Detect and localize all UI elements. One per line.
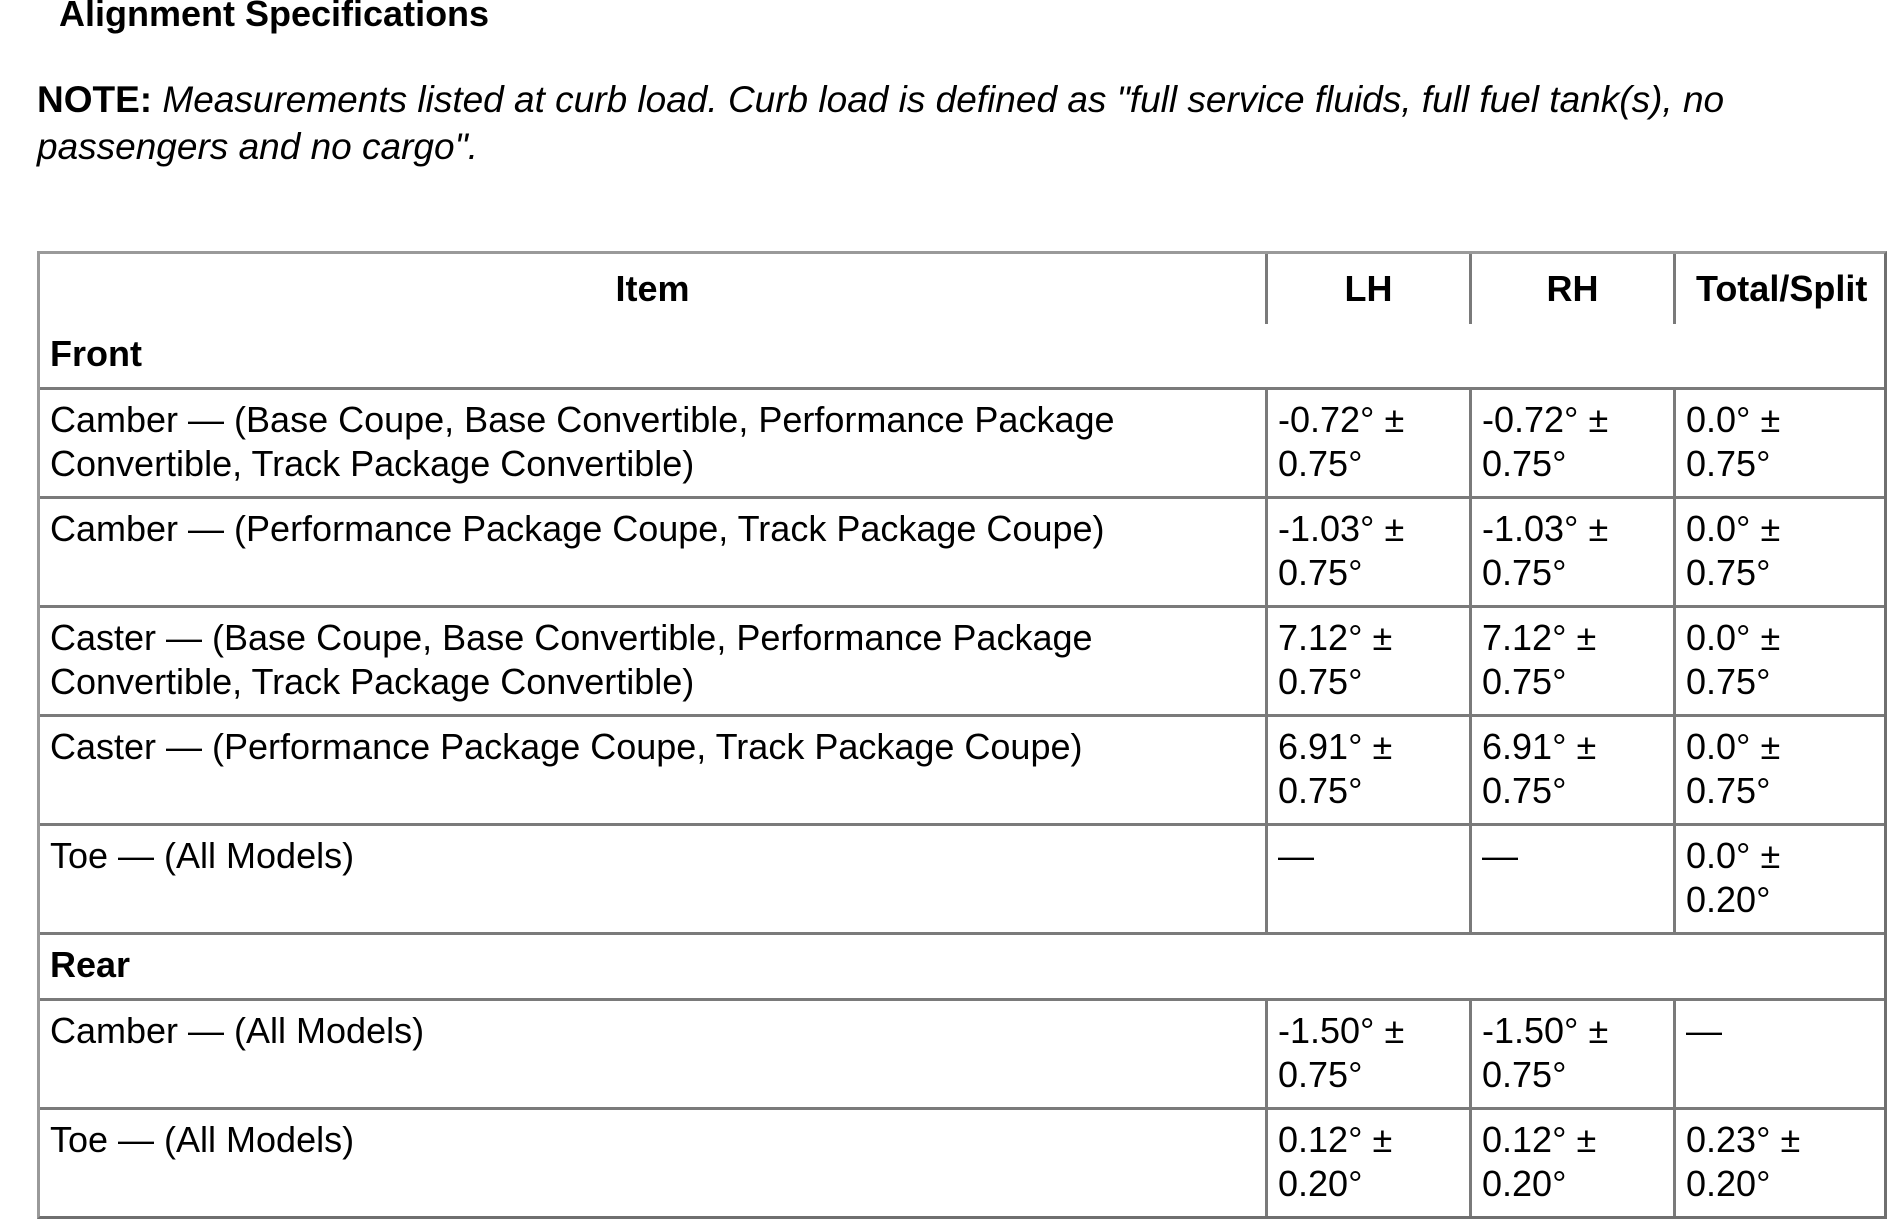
note-paragraph (37, 76, 1837, 170)
cell-total-split: 0.0° ± 0.75° (1676, 499, 1884, 608)
cell-lh: -0.72° ± 0.75° (1268, 390, 1472, 499)
cell-total-split: — (1676, 1001, 1884, 1110)
cell-lh: — (1268, 826, 1472, 935)
note-label: NOTE: (37, 79, 153, 120)
section-row-front (40, 324, 1884, 390)
cell-item: Camber — (Performance Package Coupe, Track Package Coupe) (40, 499, 1268, 608)
cell-lh: -1.50° ± 0.75° (1268, 1001, 1472, 1110)
cell-total-split: 0.0° ± 0.75° (1676, 390, 1884, 499)
table-row (40, 608, 1884, 717)
cell-total-split: 0.23° ± 0.20° (1686, 1119, 1801, 1204)
cell-lh: 6.91° ± 0.75° (1268, 717, 1472, 826)
cell-lh: -1.03° ± 0.75° (1268, 499, 1472, 608)
cell-item: Caster — (Base Coupe, Base Convertible, Performance Package Convertible, Track Package Convertible) (40, 608, 1268, 717)
header-rh: RH (1472, 254, 1676, 324)
table-row (40, 1001, 1884, 1110)
cell-total-split: 0.0° ± 0.75° (1676, 608, 1884, 717)
section-label: Front (40, 324, 1884, 390)
cell-lh: 0.12° ± 0.20° (1268, 1110, 1472, 1216)
cell-rh: — (1472, 826, 1676, 935)
table-row (40, 390, 1884, 499)
header-item: Item (40, 254, 1268, 324)
header-total-split: Total/Split (1696, 268, 1868, 309)
page-title: Alignment Specifications (59, 0, 490, 34)
header-lh: LH (1268, 254, 1472, 324)
cell-total-split: 0.0° ± 0.20° (1676, 826, 1884, 935)
section-row-rear (40, 935, 1884, 1001)
cell-item: Camber — (All Models) (40, 1001, 1268, 1110)
note-text: Measurements listed at curb load. Curb load is defined as "full service fluids, full fuel tank(s), no passengers and no cargo". (37, 79, 1725, 167)
cell-rh: -0.72° ± 0.75° (1472, 390, 1676, 499)
cell-item: Caster — (Performance Package Coupe, Track Package Coupe) (40, 717, 1268, 826)
table-row (40, 717, 1884, 826)
table-row (40, 826, 1884, 935)
cell-lh: 7.12° ± 0.75° (1268, 608, 1472, 717)
cell-item: Camber — (Base Coupe, Base Convertible, Performance Package Convertible, Track Package Convertible) (40, 390, 1268, 499)
alignment-spec-table (37, 251, 1887, 1219)
section-label: Rear (40, 935, 1884, 1001)
cell-rh: 6.91° ± 0.75° (1472, 717, 1676, 826)
table-row (40, 499, 1884, 608)
cell-item: Toe — (All Models) (40, 826, 1268, 935)
cell-total-split: 0.0° ± 0.75° (1676, 717, 1884, 826)
cell-rh: 0.12° ± 0.20° (1472, 1110, 1676, 1216)
cell-item: Toe — (All Models) (40, 1110, 1268, 1216)
cell-rh: 7.12° ± 0.75° (1472, 608, 1676, 717)
cell-rh: -1.50° ± 0.75° (1472, 1001, 1676, 1110)
table-header-row (40, 254, 1884, 324)
cell-rh: -1.03° ± 0.75° (1472, 499, 1676, 608)
table-row (40, 1110, 1884, 1216)
